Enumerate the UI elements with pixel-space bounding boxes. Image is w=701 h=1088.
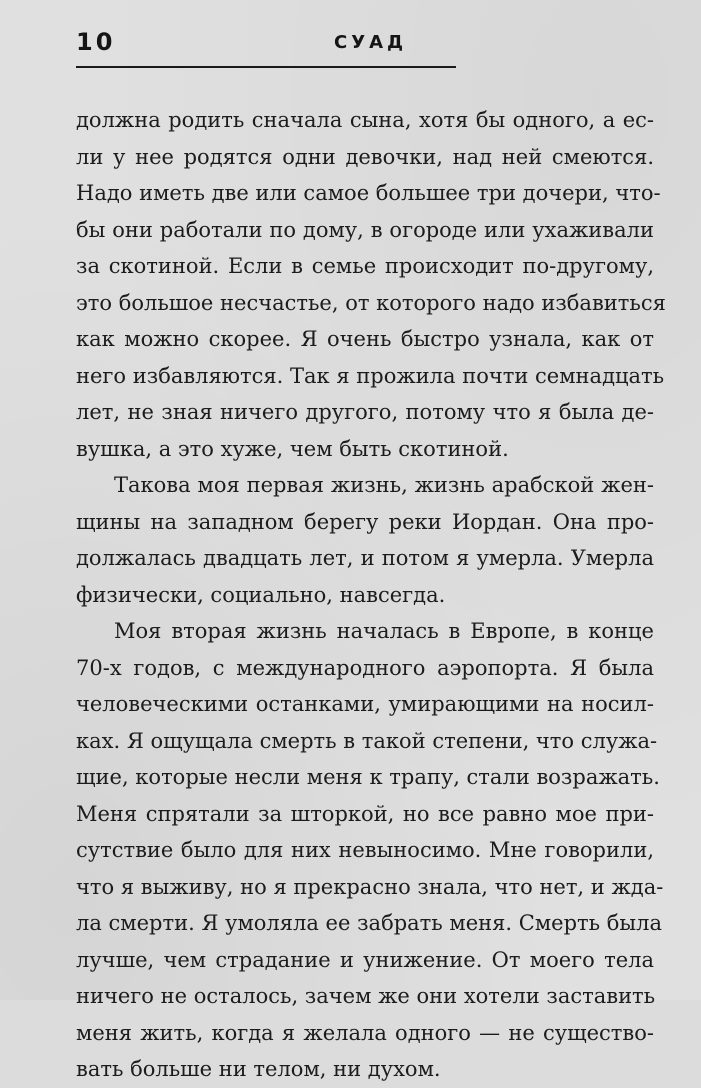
text-line: ли у нее родятся одни девочки, над ней смеются.	[76, 144, 654, 169]
text-line: Надо иметь две или самое большее три дочери, что-	[76, 181, 661, 205]
text-line: Моя вторая жизнь началась в Европе, в конце	[114, 619, 654, 643]
text-line: человеческими останками, умирающими на носил-	[76, 692, 654, 716]
text-line: Меня спрятали за шторкой, но все равно мое при-	[76, 801, 654, 826]
text-line: лучше, чем страдание и унижение. От моего тела	[76, 947, 654, 972]
text-line: ничего не осталось, зачем же они хотели заставить	[76, 984, 656, 1008]
text-line: физически, социально, навсегда.	[76, 582, 446, 607]
text-line: за скотиной. Если в семье происходит по-другому,	[76, 254, 654, 278]
text-line: ках. Я ощущала смерть в такой степени, что служа-	[76, 728, 658, 753]
text-line: что я выживу, но я прекрасно знала, что нет, и жда-	[76, 874, 664, 899]
page-header	[76, 24, 456, 68]
text-line: это большое несчастье, от которого надо избавиться	[76, 290, 666, 315]
text-line: меня жить, когда я желала одного — не существо-	[76, 1020, 654, 1045]
text-line: щие, которые несли меня к трапу, стали возражать.	[76, 765, 660, 789]
body-text	[76, 102, 666, 1088]
text-line: должна родить сначала сына, хотя бы одного, а ес-	[76, 108, 654, 132]
text-line: ла смерти. Я умоляла ее забрать меня. Смерть была	[76, 911, 662, 935]
text-line: 70-х годов, с международного аэропорта. Я была	[76, 655, 654, 680]
text-line: вать больше ни телом, ни духом.	[76, 1057, 441, 1081]
text-line: лет, не зная ничего другого, потому что я была де-	[76, 400, 654, 424]
text-line: как можно скорее. Я очень быстро узнала, как от	[76, 327, 654, 351]
text-line: должалась двадцать лет, и потом я умерла. Умерла	[76, 546, 654, 570]
text-line: щины на западном берегу реки Иордан. Она про-	[76, 509, 654, 534]
text-line: него избавляются. Так я прожила почти семнадцать	[76, 363, 665, 388]
text-line: Такова моя первая жизнь, жизнь арабской жен-	[114, 473, 654, 497]
page-number: 10	[76, 28, 116, 56]
text-line: вушка, а это хуже, чем быть скотиной.	[76, 436, 509, 461]
running-head: СУАД	[334, 32, 408, 53]
text-line: сутствие было для них невыносимо. Мне говорили,	[76, 838, 654, 862]
text-line: бы они работали по дому, в огороде или ухаживали	[76, 217, 654, 242]
